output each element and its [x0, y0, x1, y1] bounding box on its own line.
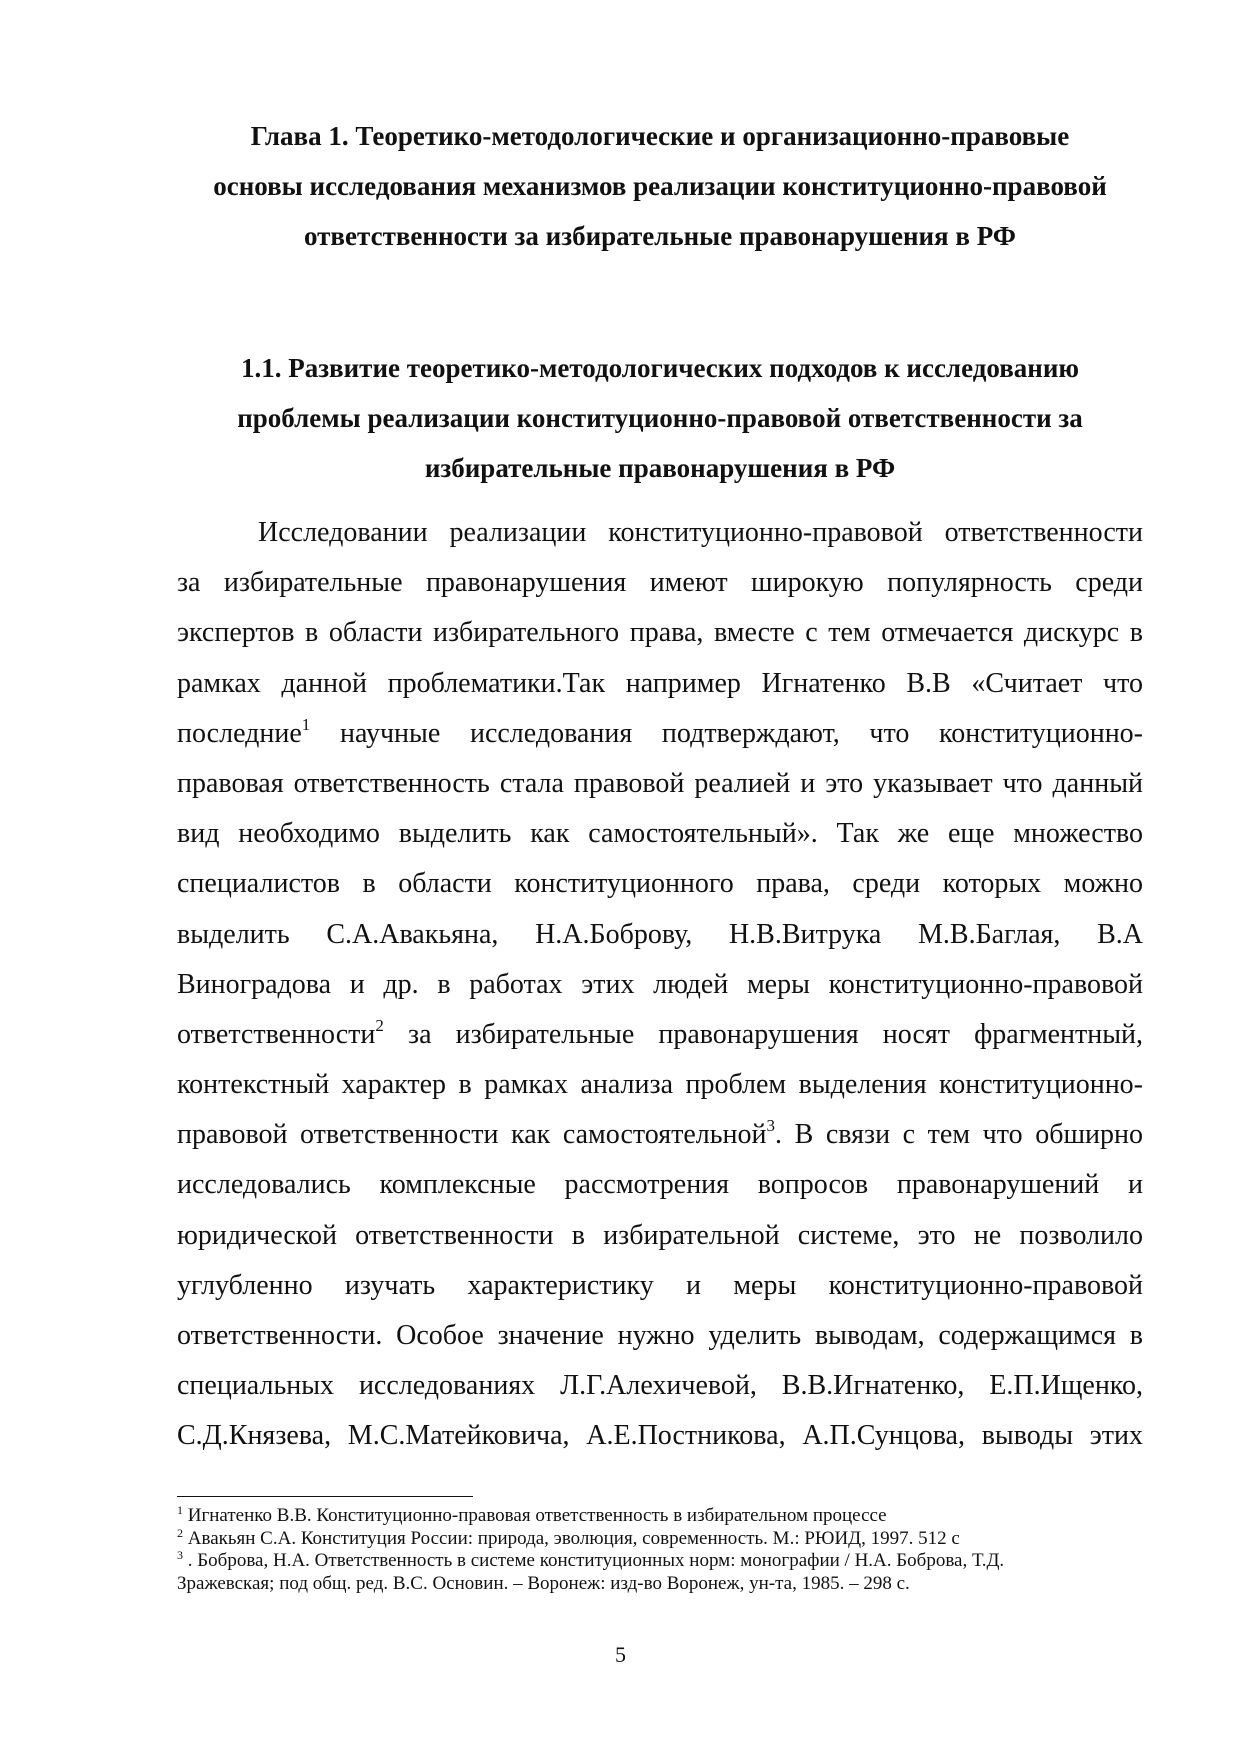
section-heading-line: проблемы реализации конституционно-правовой ответственности за	[237, 403, 1083, 433]
body-line: вид необходимо выделить как самостоятельный». Так же еще множество	[177, 818, 1143, 850]
body-line: за избирательные правонарушения имеют широкую популярность среди	[177, 567, 1143, 599]
footnote-reference[interactable]: 2	[375, 1015, 384, 1035]
section-heading-line: 1.1. Развитие теоретико-методологических подходов к исследованию	[240, 353, 1080, 383]
section-heading-line: избирательные правонарушения в РФ	[424, 453, 896, 483]
footnote-separator	[177, 1496, 473, 1497]
body-line: ответственности$^2$ за избирательные правонарушения носят фрагментный,	[177, 1015, 1143, 1050]
body-line: С.Д.Князева, М.С.Матейковича, А.Е.Постникова, А.П.Сунцова, выводы этих	[177, 1420, 1143, 1452]
footnote-mark: 2	[177, 1525, 183, 1540]
body-line: специальных исследованиях Л.Г.Алехичевой, В.В.Игнатенко, Е.П.Ищенко,	[177, 1370, 1143, 1402]
body-line: юридической ответственности в избирательной системе, это не позволило	[177, 1219, 1143, 1251]
body-line: ответственности. Особое значение нужно уделить выводам, содержащимся в	[177, 1320, 1143, 1351]
body-line: исследовались комплексные рассмотрения вопросов правонарушений и	[177, 1169, 1143, 1201]
page-number: 5	[615, 1642, 626, 1667]
footnote: $^2$ Авакьян С.А. Конституция России: природа, эволюция, современность. М.: РЮИД, 1997. 512 с	[177, 1525, 960, 1549]
footnote: $^3$ . Боброва, Н.А. Ответственность в системе конституционных норм: монографии / Н.А. Боброва, Т.Д.	[177, 1548, 1005, 1571]
body-line: углубленно изучать характеристику и меры конституционно-правовой	[177, 1269, 1143, 1301]
footnote-reference[interactable]: 1	[301, 714, 311, 734]
chapter-heading-line: ответственности за избирательные правонарушения в РФ	[304, 221, 1016, 251]
body-line: Исследовании реализации конституционно-правовой ответственности	[258, 517, 1143, 548]
chapter-heading	[175, 111, 1145, 261]
body-paragraph	[177, 508, 1143, 1462]
footnote: Зражевская; под общ. ред. В.С. Основин. – Воронеж: изд-во Воронеж, ун-та, 1985. – 298 с.	[177, 1572, 910, 1594]
footnote-mark: 3	[177, 1548, 183, 1562]
footnote: $^1$ Игнатенко В.В. Конституционно-правовая ответственность в избирательном процессе	[177, 1503, 887, 1526]
body-line: выделить С.А.Авакьяна, Н.А.Боброву, Н.В.Витрука М.В.Баглая, В.А	[177, 918, 1143, 950]
body-line: специалистов в области конституционного права, среди которых можно	[177, 868, 1143, 900]
chapter-heading-line: основы исследования механизмов реализации конституционно-правовой	[213, 171, 1107, 201]
section-heading	[175, 343, 1145, 493]
chapter-heading-line: Глава 1. Теоретико-методологические и организационно-правовые	[250, 121, 1070, 151]
body-line: Виноградова и др. в работах этих людей меры конституционно-правовой	[177, 968, 1143, 1000]
footnote-mark: 1	[177, 1503, 183, 1517]
body-line: рамках данной проблематики.Так например Игнатенко В.В «Считает что	[177, 667, 1143, 699]
body-line: правовая ответственность стала правовой реалией и это указывает что данный	[177, 767, 1143, 799]
body-line: контекстный характер в рамках анализа проблем выделения конституционно-	[177, 1069, 1143, 1101]
body-line: последние$^1$ научные исследования подтверждают, что конституционно-	[177, 714, 1143, 749]
body-line: экспертов в области избирательного права, вместе с тем отмечается дискурс в	[177, 617, 1143, 649]
footnote-reference[interactable]: 3	[766, 1116, 775, 1136]
footnotes	[177, 1505, 1143, 1595]
body-line: правовой ответственности как самостоятельной$^3$. В связи с тем что обширно	[177, 1116, 1143, 1151]
